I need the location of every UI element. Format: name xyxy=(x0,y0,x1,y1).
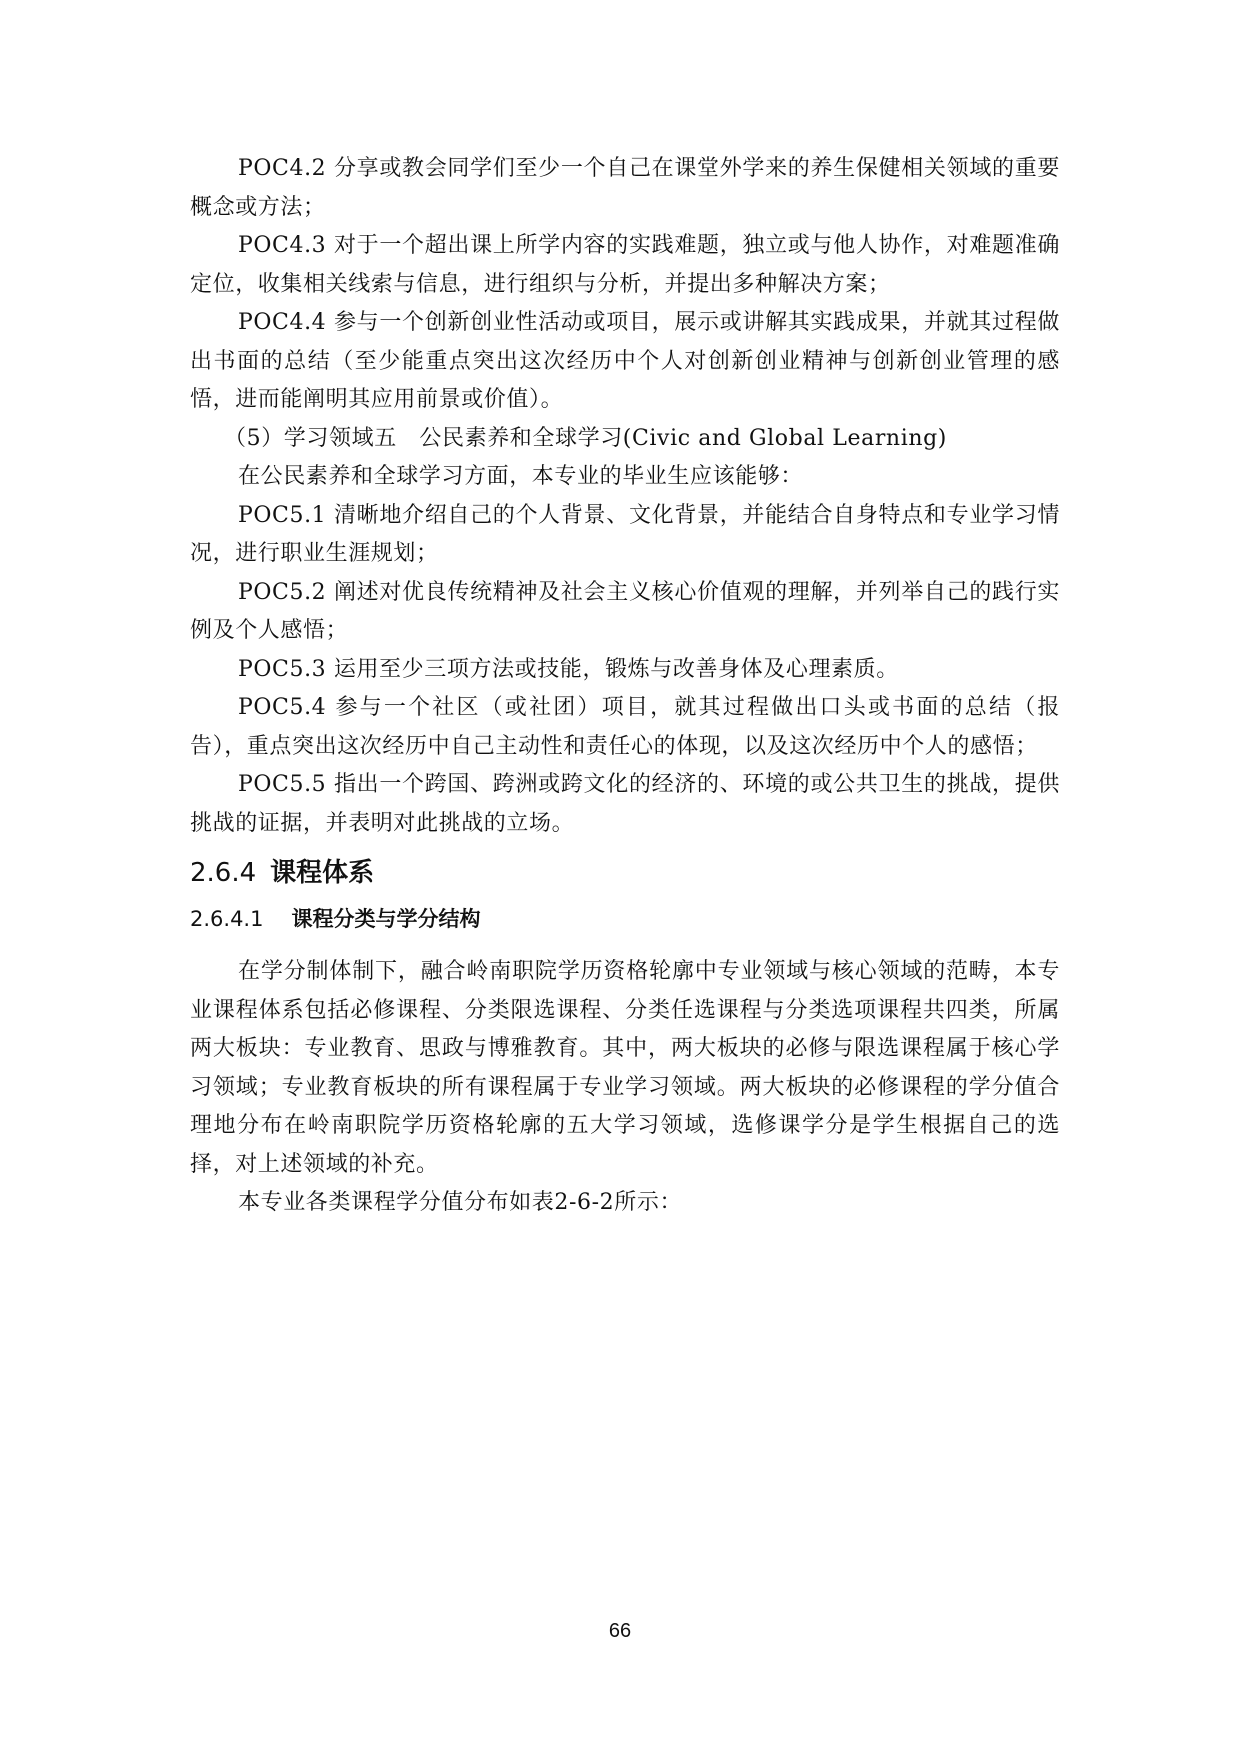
paragraph-domain5-intro: 在公民素养和全球学习方面，本专业的毕业生应该能够： xyxy=(238,464,804,489)
section-number: 2.6.4 xyxy=(190,858,257,888)
domain-five-heading: （5）学习领域五 公民素养和全球学习(Civic and Global Learning) xyxy=(224,425,947,451)
subsection-number: 2.6.4.1 xyxy=(190,907,264,931)
paragraph-table-reference: 本专业各类课程学分值分布如表2-6-2所示： xyxy=(238,1190,683,1215)
paragraph-course-system: 在学分制体制下，融合岭南职院学历资格轮廓中专业领域与核心领域的范畴，本专业课程体系包括必修课程、分类限选课程、分类任选课程与分类选项课程共四类，所属两大板块：专业教育、思政与博雅教育。其中，两大板块的必修与限选课程属于核心学习领域；专业教育板块的所有课程属于专业学习领域。两大板块的必修课程的学分值合理地分布在岭南职院学历资格轮廓的五大学习领域，选修课学分是学生根据自己的选择，对上述领域的补充。 xyxy=(190,959,1060,1177)
paragraph-poc4-3: POC4.3 对于一个超出课上所学内容的实践难题，独立或与他人协作，对难题准确定位，收集相关线索与信息，进行组织与分析，并提出多种解决方案； xyxy=(190,233,1060,297)
page-number: 66 xyxy=(608,1620,632,1642)
subsection-heading xyxy=(190,899,1060,939)
paragraph-poc5-5: POC5.5 指出一个跨国、跨洲或跨文化的经济的、环境的或公共卫生的挑战，提供挑战的证据，并表明对此挑战的立场。 xyxy=(190,772,1060,836)
paragraph-poc4-2: POC4.2 分享或教会同学们至少一个自己在课堂外学来的养生保健相关领域的重要概念或方法； xyxy=(190,156,1060,220)
section-heading xyxy=(190,851,1060,895)
paragraph-poc5-2: POC5.2 阐述对优良传统精神及社会主义核心价值观的理解，并列举自己的践行实例及个人感悟； xyxy=(190,579,1060,643)
paragraph-poc5-4: POC5.4 参与一个社区（或社团）项目，就其过程做出口头或书面的总结（报告），重点突出这次经历中自己主动性和责任心的体现，以及这次经历中个人的感悟； xyxy=(190,695,1060,759)
subsection-title: 课程分类与学分结构 xyxy=(291,907,481,931)
paragraph-poc5-1: POC5.1 清晰地介绍自己的个人背景、文化背景，并能结合自身特点和专业学习情况，进行职业生涯规划； xyxy=(190,502,1060,566)
paragraph-poc5-3: POC5.3 运用至少三项方法或技能，锻炼与改善身体及心理素质。 xyxy=(238,656,899,682)
document-body xyxy=(190,150,1060,1223)
section-title: 课程体系 xyxy=(270,858,375,888)
paragraph-poc4-4: POC4.4 参与一个创新创业性活动或项目，展示或讲解其实践成果，并就其过程做出书面的总结（至少能重点突出这次经历中个人对创新创业精神与创新创业管理的感悟，进而能阐明其应用前景或价值）。 xyxy=(190,310,1060,412)
